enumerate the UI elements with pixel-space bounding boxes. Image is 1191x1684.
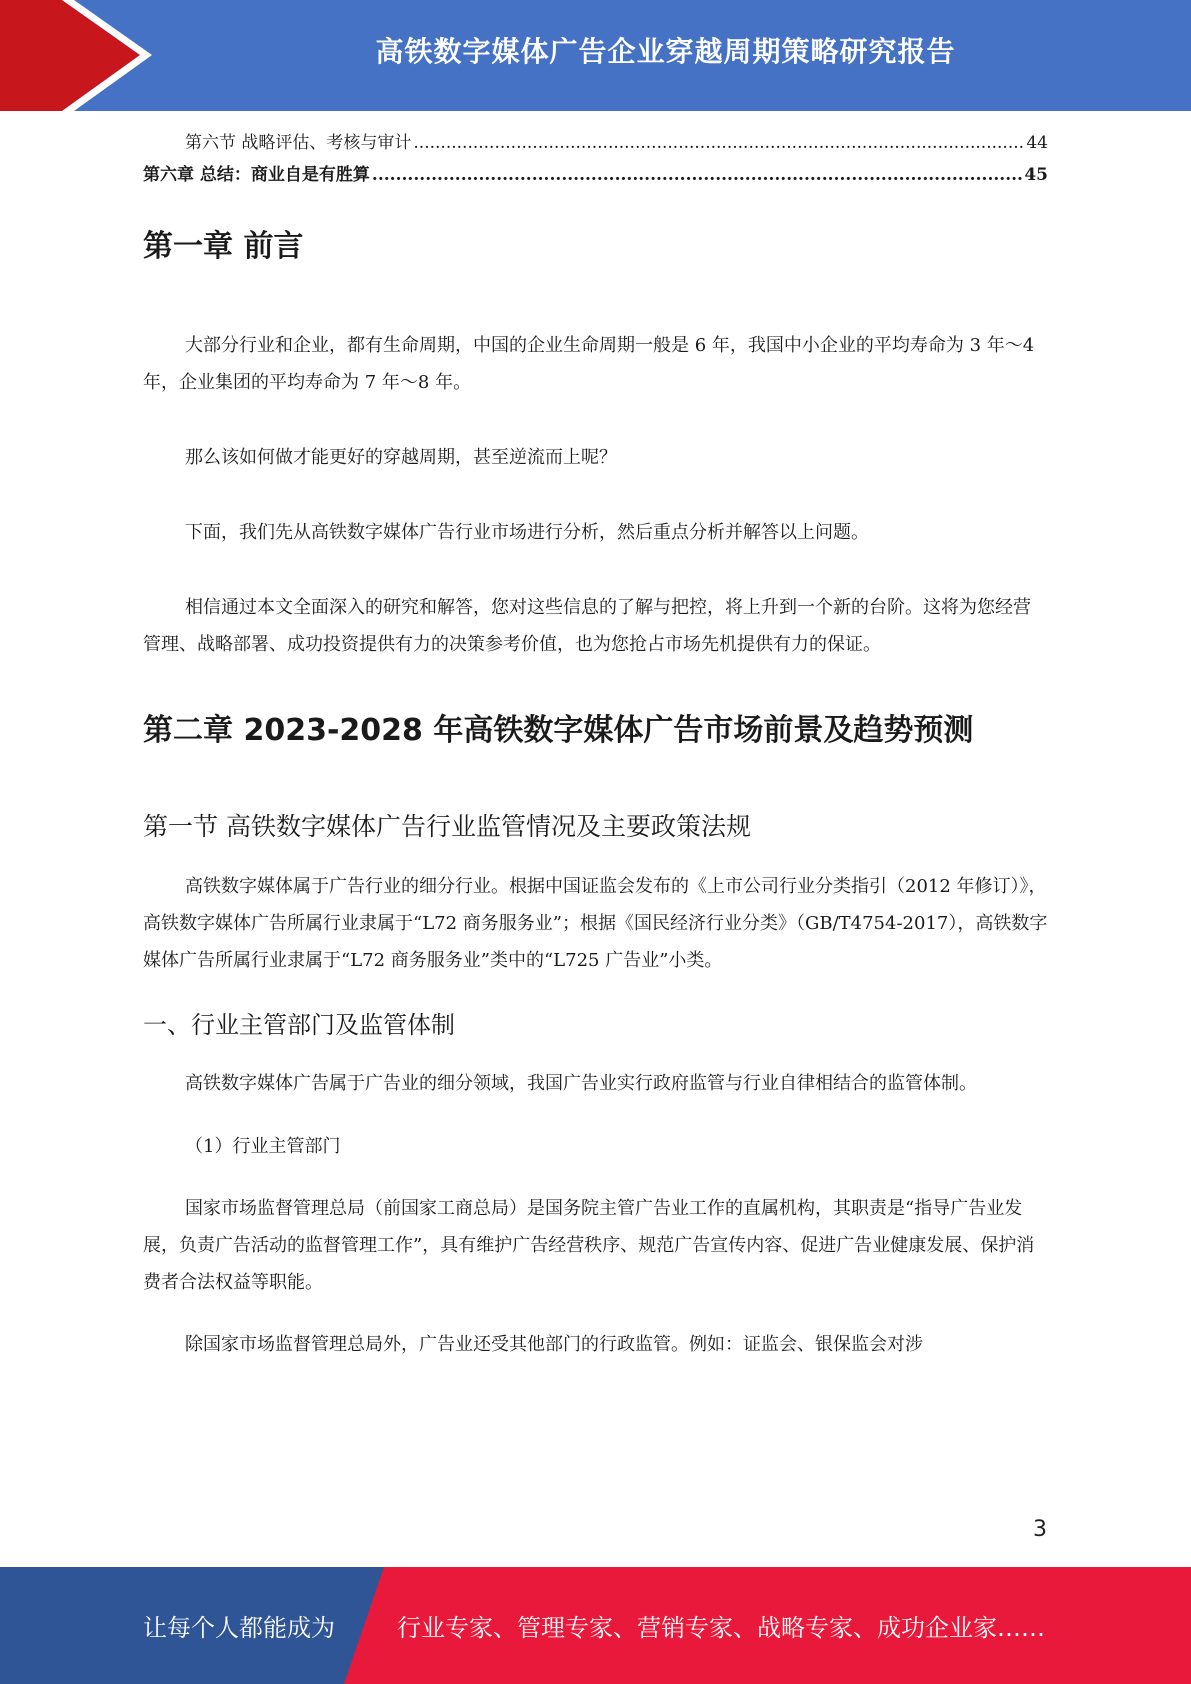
toc-entry-page: 44 [1026, 133, 1048, 153]
chapter-title: 第一章 前言 [143, 229, 304, 264]
page-footer [0, 1567, 1191, 1684]
toc-entry[interactable] [143, 127, 1048, 159]
paragraph: 大部分行业和企业，都有生命周期，中国的企业生命周期一般是 6 年，我国中小企业的平均寿命为 3 年～4 年，企业集团的平均寿命为 7 年～8 年。 [143, 335, 1035, 393]
paragraph: 那么该如何做才能更好的穿越周期，甚至逆流而上呢？ [185, 447, 617, 468]
page-header [0, 0, 1191, 111]
red-chevron-icon [0, 0, 160, 111]
subsection-title: 一、行业主管部门及监管体制 [143, 1011, 455, 1039]
section-title: 第一节 高铁数字媒体广告行业监管情况及主要政策法规 [143, 812, 751, 841]
paragraph: 相信通过本文全面深入的研究和解答，您对这些信息的了解与把控，将上升到一个新的台阶。这将为您经营管理、战略部署、成功投资提供有力的决策参考价值，也为您抢占市场先机提供有力的保证。 [143, 597, 1031, 655]
paragraph: 国家市场监督管理总局（前国家工商总局）是国务院主管广告业工作的直属机构，其职责是“指导广告业发展，负责广告活动的监督管理工作”，具有维护广告经营秩序、规范广告宣传内容、促进广告业健康发展、保护消费者合法权益等职能。 [143, 1198, 1035, 1293]
document-body [143, 127, 1048, 1363]
footer-slogan-left: 让每个人都能成为 [143, 1614, 335, 1642]
list-item-heading: （1）行业主管部门 [185, 1136, 341, 1157]
report-title: 高铁数字媒体广告企业穿越周期策略研究报告 [375, 35, 956, 68]
footer-slogan-right: 行业专家、管理专家、营销专家、战略专家、成功企业家…… [397, 1614, 1045, 1642]
paragraph: 高铁数字媒体广告属于广告业的细分领域，我国广告业实行政府监管与行业自律相结合的监管体制。 [185, 1073, 977, 1094]
paragraph: 除国家市场监督管理总局外，广告业还受其他部门的行政监管。例如：证监会、银保监会对涉 [185, 1334, 923, 1355]
chapter-title: 第二章 2023-2028 年高铁数字媒体广告市场前景及趋势预测 [143, 713, 974, 748]
toc-entry-page: 45 [1024, 165, 1048, 185]
toc-leader [372, 159, 1022, 191]
toc-entry-label: 第六章 总结：商业自是有胜算 [143, 165, 370, 185]
toc-entry-label: 第六节 战略评估、考核与审计 [185, 133, 412, 153]
toc-leader [413, 127, 1024, 159]
page-number: 3 [1033, 1517, 1047, 1542]
paragraph: 高铁数字媒体属于广告行业的细分行业。根据中国证监会发布的《上市公司行业分类指引（2012 年修订）》，高铁数字媒体广告所属行业隶属于“L72 商务服务业”；根据《国民经济行业分类》（GB/T4754-2017），高铁数字媒体广告所属行业隶属于“L72 商务服务业”类中的“L725 广告业”小类。 [143, 876, 1048, 971]
paragraph: 下面，我们先从高铁数字媒体广告行业市场进行分析，然后重点分析并解答以上问题。 [185, 522, 869, 543]
toc-entry[interactable] [143, 159, 1048, 191]
